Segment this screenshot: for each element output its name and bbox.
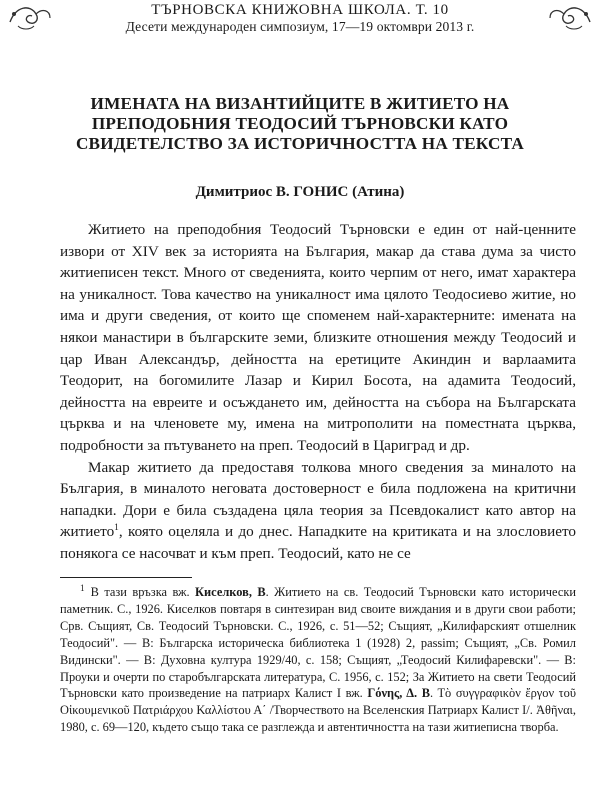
title-line: СВИДЕТЕЛСТВО ЗА ИСТОРИЧНОСТТА НА ТЕКСТА bbox=[75, 134, 525, 153]
title-line: ИМЕНАТА НА ВИЗАНТИЙЦИТЕ В ЖИТИЕТО НА bbox=[90, 94, 510, 113]
paragraph: Житието на преподобния Теодосий Търновски е един от най-ценните извори от XIV век за историята на България, макар да става дума за чисто житиеписен текст. Много от сведенията, които черпим от него, имат характера на уникалност. Това качество на уникалност има цялото Теодосиево житие, но има и други сведения, от които ще споменем най-характерните: имената на някои манастири в българските земи, близките отношения между Теодосий и цар Иван Александър, дейността на еретиците Акиндин и варлаамита Теодорит, на богомилите Лазар и Кирил Босота, на адамита Теодосий, дейността на евреите и осъждането им, дейността на събора на Българската църква и на членовете му, имена на митрополити на поместната църква, подробности за пътуването на преп. Теодосий в Цариград и др. bbox=[60, 221, 576, 454]
series-title: ТЪРНОВСКА КНИЖОВНА ШКОЛА. Т. 10 bbox=[151, 2, 449, 18]
cited-author: Γόνης, Δ. Β bbox=[367, 686, 431, 701]
cited-author: Киселков, В bbox=[195, 585, 266, 599]
title-line: ПРЕПОДОБНИЯ ТЕОДОСИЙ ТЪРНОВСКИ КАТО bbox=[91, 114, 509, 133]
footnote-separator bbox=[60, 577, 192, 578]
footnote bbox=[60, 584, 576, 736]
footnote-segment: В тази връзка вж. bbox=[90, 585, 196, 599]
footnote-number: 1 bbox=[80, 583, 85, 594]
footnote-segment: . Τὸ συγγραφικὸν ἔργον τοῦ Οἰκουμενικοῦ Πατριάρχου Καλλίστου Α΄ /Творчеството на Вселенския Патриарх Калист I/. Ἀθῆναι, 1980, с. 69—120, където също така се разглежда и автентичността на тази житиеписна творба. bbox=[60, 686, 576, 735]
footnote-reference[interactable]: 1 bbox=[114, 523, 119, 534]
body-text bbox=[60, 219, 576, 565]
symposium-line: Десети международен симпозиум, 17—19 октомври 2013 г. bbox=[125, 19, 475, 35]
paragraph-text: Макар житието да предоставя толкова много сведения за миналото на България, в миналото неговата достоверност е била подложена на критични нападки. Дори е била създадена цяла теория за Псевдокалист като автор на житието bbox=[60, 458, 576, 541]
footnote-segment: . Житието на св. Теодосий Търновски като исторически паметник. С., 1926. Киселков повтаря в синтезиран вид своите виждания и в други свои работи; Срв. Същият, Св. Теодосий Търновски. С., 1926, с. 51—52; Същият, „Килифарският отшелник Теодосий". — В: Българска историческа библиотека 1 (1928) 2, passim; Същият, „Св. Ромил Видински". — В: Духовна култура 1929/40, с. 158; Същият, „Теодосий Килифаревски". — В: Проуки и очерти по старобългарската литература, С. 1956, с. 152; За Житието на свети Теодосий Търновски като произведение на патриарх Калист I вж. bbox=[60, 585, 576, 701]
article-title bbox=[40, 94, 560, 154]
footnote-text bbox=[60, 584, 576, 736]
paragraph bbox=[60, 457, 576, 565]
running-head bbox=[0, 2, 600, 35]
paragraph-text: , която оцеляла и до днес. Нападките на критиката и на злословието понякога се насочват и към преп. Теодосий, като не се bbox=[60, 523, 576, 562]
author-line: Димитриос В. ГОНИС (Атина) bbox=[195, 184, 405, 200]
